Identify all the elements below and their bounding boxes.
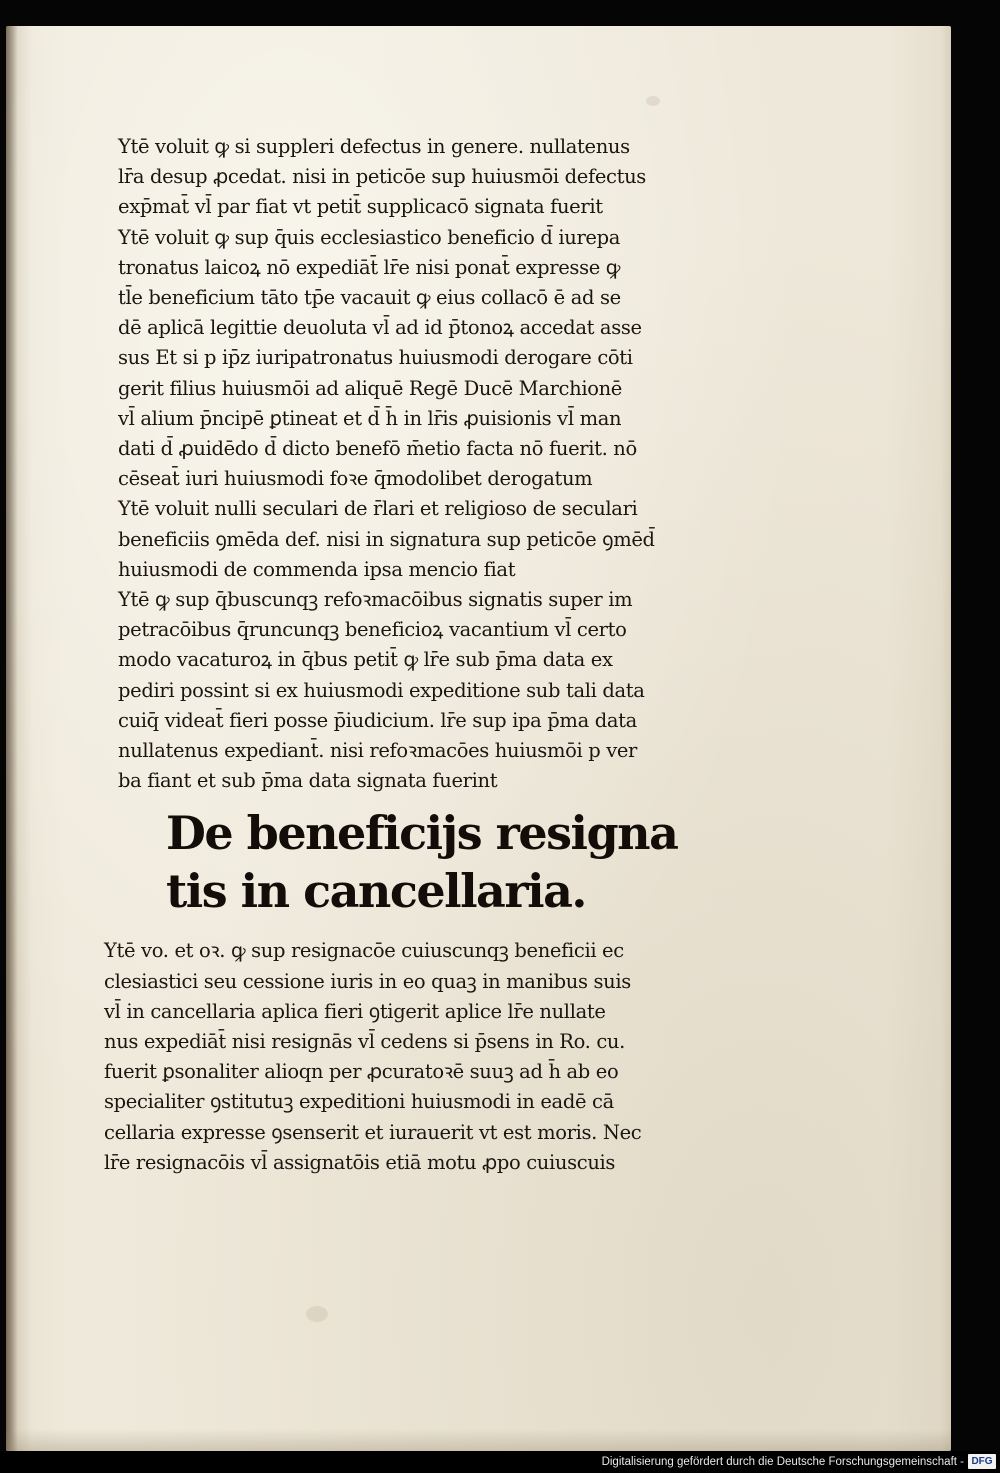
paper-stain	[306, 1306, 328, 1322]
paper-stain	[646, 96, 660, 106]
text-line: clesiastici seu cessione iuris in eo quaꝫ in manibus suis	[104, 969, 631, 993]
text-line: modo vacaturoꝝ in q̄bus petit̄ ꝙ lr̄e sub p̄ma data ex	[118, 648, 613, 672]
text-line: dē aplicā legittie deuoluta vl̄ ad id p̄tonoꝝ accedat asse	[118, 316, 642, 340]
section-heading	[166, 804, 718, 920]
text-line: tl̄e beneficium tāto tp̄e vacauit ꝙ eius collacō ē ad se	[118, 286, 621, 310]
footer-bar	[0, 1451, 1000, 1473]
funding-note: Digitalisierung gefördert durch die Deutsche Forschungsgemeinschaft -	[601, 1456, 964, 1468]
text-line: Ytē voluit ꝙ sup q̄uis ecclesiastico beneficio d̄ iurepa	[118, 225, 621, 249]
text-line: Ytē ꝙ sup q̄buscunqꝫ refoꝛmacōibus signatis super im	[118, 588, 633, 612]
text-line: Ytē voluit ꝙ si suppleri defectus in genere. nullatenus	[118, 135, 630, 158]
text-line: lr̄a desup ꝓcedat. nisi in peticōe sup huiusmōi defectus	[118, 165, 646, 189]
text-line: sus Et si p ip̄z iuripatronatus huiusmodi derogare cōti	[118, 346, 633, 370]
text-line: vl̄ in cancellaria aplica fieri ꝯtigerit aplice lr̄e nullate	[104, 999, 606, 1023]
paragraph-b	[104, 936, 718, 1178]
page-bottom-edge	[6, 1429, 951, 1451]
text-line: ba fiant et sub p̄ma data signata fuerint	[118, 769, 498, 793]
text-line: huiusmodi de commenda ipsa mencio fiat	[118, 557, 516, 581]
text-line: cēseat̄ iuri huiusmodi foꝛe q̄modolibet derogatum	[118, 467, 593, 491]
text-line: cellaria expresse ꝯsenserit et iurauerit vt est moris. Nec	[104, 1120, 642, 1144]
text-line: tronatus laicoꝝ nō expediāt̄ lr̄e nisi ponat̄ expresse ꝙ	[118, 255, 621, 279]
text-line: nullatenus expediant̄. nisi refoꝛmacōes huiusmōi p ver	[118, 739, 638, 763]
paragraph-a	[118, 132, 718, 796]
text-line: Ytē voluit nulli seculari de r̄lari et religioso de seculari	[118, 497, 638, 521]
text-line: beneficiis ꝯmēda def. nisi in signatura sup peticōe ꝯmēd̄	[118, 527, 655, 551]
text-line: gerit filius huiusmōi ad aliquē Regē Ducē Marchionē	[118, 376, 622, 400]
text-line: Ytē vo. et oꝛ. ꝙ sup resignacōe cuiuscunqꝫ beneficii ec	[104, 939, 624, 963]
text-line: petracōibus q̄runcunqꝫ beneficioꝝ vacantium vl̄ certo	[118, 618, 627, 642]
text-line: cuiq̄ videat̄ fieri posse p̄iudicium. lr̄e sup ipa p̄ma data	[118, 708, 637, 732]
text-line: lr̄e resignacōis vl̄ assignatōis etiā motu ꝓpo cuiuscuis	[104, 1150, 616, 1174]
text-line: vl̄ alium p̄ncipē ꝑtineat et d̄ h̄ in lr̄is ꝓuisionis vl̄ man	[118, 406, 622, 430]
paper-leaf	[6, 26, 951, 1451]
text-line: dati d̄ ꝓuidēdo d̄ dicto benefō m̄etio facta nō fuerit. nō	[118, 437, 637, 461]
text-line: exp̄mat̄ vl̄ par fiat vt petit̄ supplicacō signata fuerit	[118, 195, 603, 219]
incunable-text-block	[104, 132, 718, 1178]
text-line: fuerit ꝑsonaliter alioqn per ꝓcuratoꝛē suuꝫ ad h̄ ab eo	[104, 1060, 619, 1084]
heading-line: De beneficijs resigna	[166, 806, 678, 861]
gutter-shadow	[6, 26, 18, 1451]
text-line: specialiter ꝯstitutuꝫ expeditioni huiusmodi in eadē cā	[104, 1090, 614, 1114]
heading-line: tis in cancellaria.	[166, 864, 586, 919]
text-line: nus expediāt̄ nisi resignās vl̄ cedens si p̄sens in Ro. cu.	[104, 1030, 625, 1054]
dfg-logo-icon: DFG	[968, 1454, 996, 1469]
text-line: pediri possint si ex huiusmodi expeditione sub tali data	[118, 678, 645, 702]
